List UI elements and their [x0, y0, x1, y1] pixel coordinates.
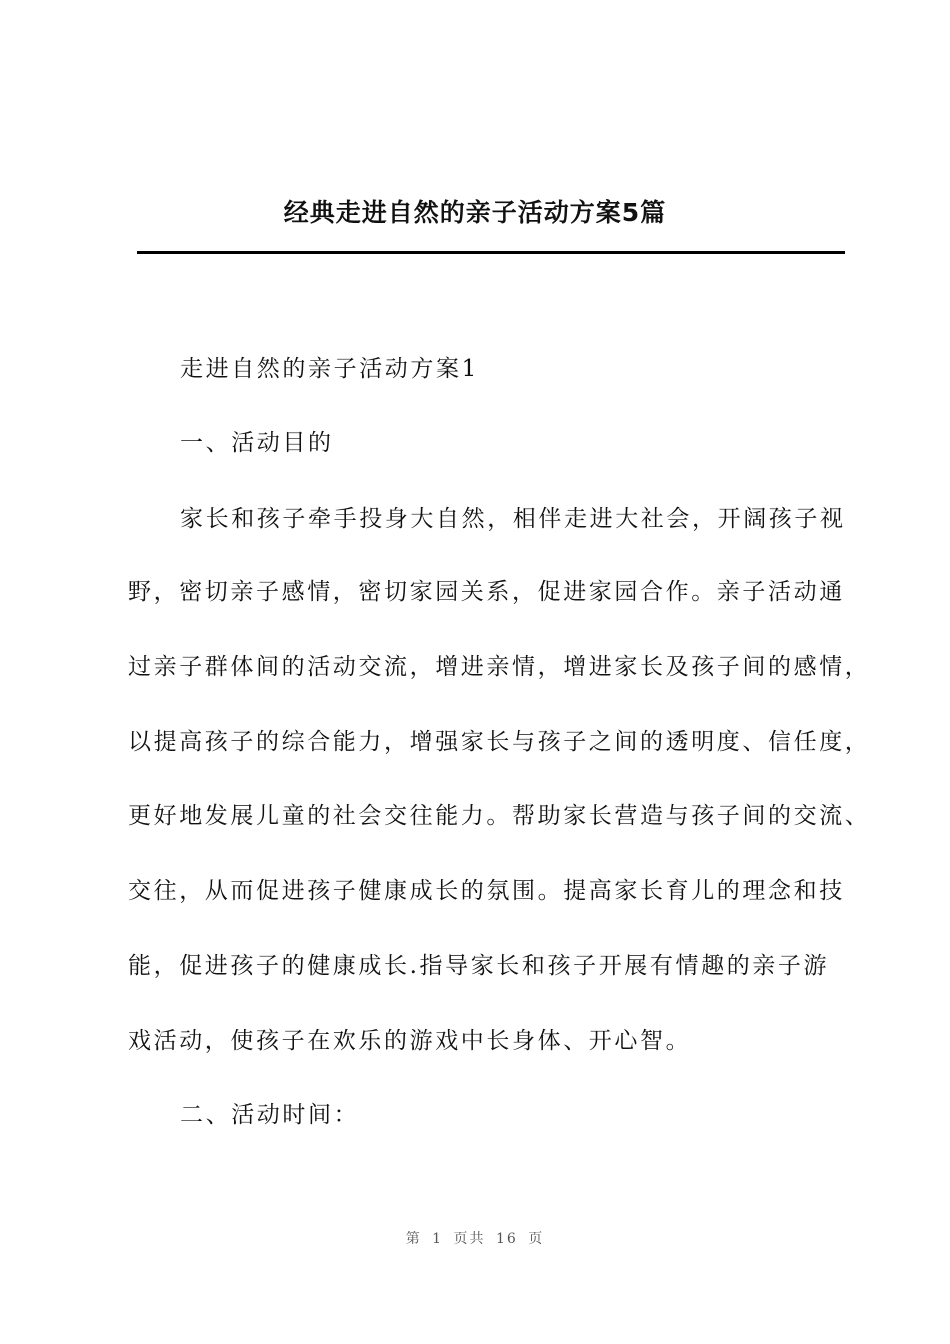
subsection-heading: 二、活动时间： — [180, 1102, 360, 1128]
paragraph-line: 野，密切亲子感情，密切家园关系，促进家园合作。亲子活动通 — [128, 579, 845, 605]
paragraph-line: 更好地发展儿童的社会交往能力。帮助家长营造与孩子间的交流、 — [128, 803, 871, 829]
paragraph-line: 交往，从而促进孩子健康成长的氛围。提高家长育儿的理念和技 — [128, 878, 845, 904]
page-number-footer: 第 1 页共 16 页 — [405, 1231, 545, 1247]
paragraph-line: 能，促进孩子的健康成长.指导家长和孩子开展有情趣的亲子游 — [128, 953, 830, 979]
paragraph-line: 以提高孩子的综合能力，增强家长与孩子之间的透明度、信任度， — [128, 729, 871, 755]
title-underline — [137, 251, 845, 254]
subsection-heading: 一、活动目的 — [180, 430, 334, 456]
document-title: 经典走进自然的亲子活动方案5篇 — [283, 198, 667, 227]
paragraph-line: 戏活动，使孩子在欢乐的游戏中长身体、开心智。 — [128, 1028, 692, 1054]
paragraph-line: 过亲子群体间的活动交流，增进亲情，增进家长及孩子间的感情， — [128, 654, 871, 680]
section-heading: 走进自然的亲子活动方案1 — [180, 356, 479, 382]
paragraph-line: 家长和孩子牵手投身大自然，相伴走进大社会，开阔孩子视 — [180, 506, 846, 532]
